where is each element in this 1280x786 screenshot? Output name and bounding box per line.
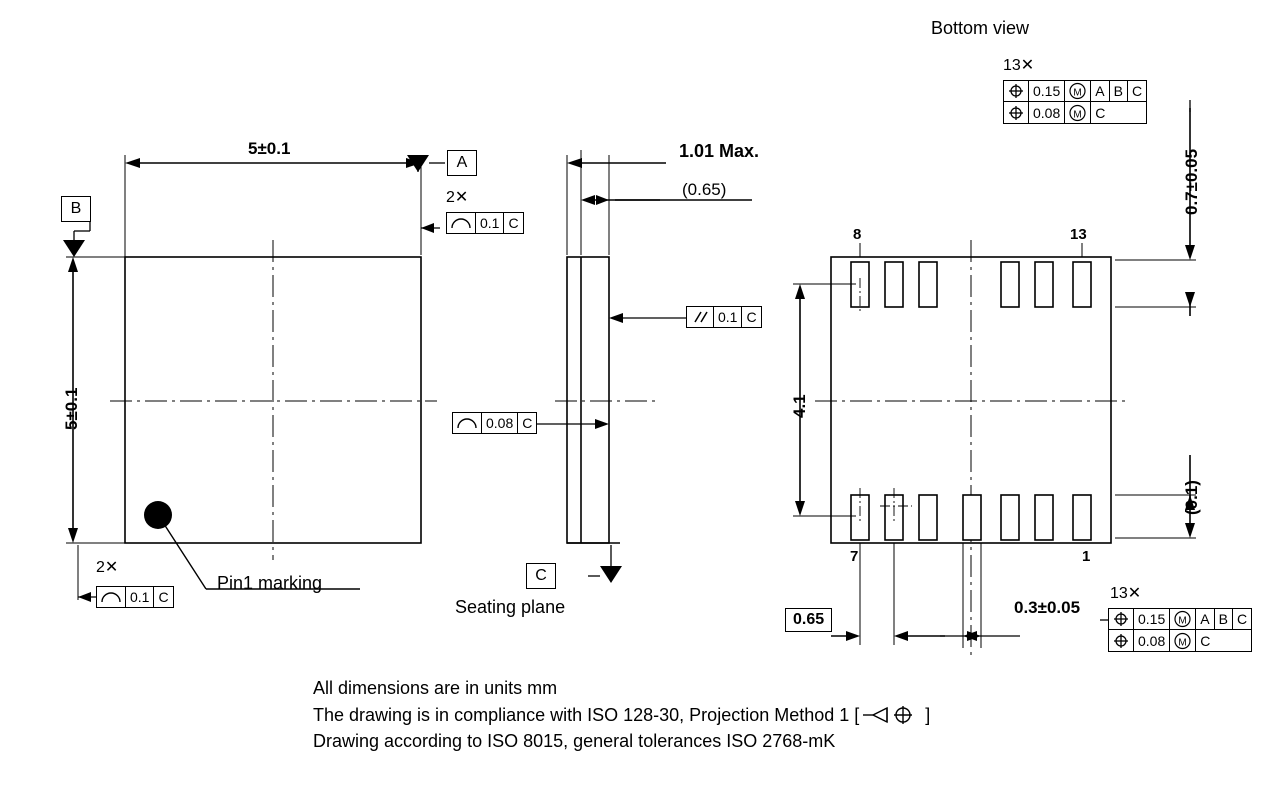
side-view-thickness-ref: (0.65) <box>682 180 727 199</box>
bottom-view-top-multiplier: 13✕ <box>1003 57 1035 74</box>
fcf-bottom-profile <box>96 586 174 608</box>
fcf-position-015-bottom-datum-b: B <box>1215 609 1233 629</box>
fcf-top-profile-datum-c: C <box>508 215 519 231</box>
note-line-3: Drawing according to ISO 8015, general tolerances ISO 2768-mK <box>313 731 836 751</box>
pin-label-7: 7 <box>850 548 859 565</box>
mmc-modifier-icon <box>1170 630 1196 651</box>
fcf-position-015-datum-a: A <box>1091 81 1109 101</box>
note-line-2-end: ] <box>925 704 931 725</box>
bottom-view-right-top-dim-wrap <box>1182 148 1248 235</box>
bottom-view-inner-height-wrap <box>790 394 814 438</box>
position-icon <box>1004 102 1029 123</box>
position-icon <box>1109 630 1134 651</box>
note-line-2: The drawing is in compliance with ISO 128-30, Projection Method 1 [ <box>313 704 860 725</box>
fcf-position-015-datum-c: C <box>1131 83 1143 99</box>
top-view-bottom-multiplier: 2✕ <box>96 559 119 576</box>
fcf-side-profile-datum-c: C <box>522 415 533 431</box>
fcf-position-015-datum-b: B <box>1110 81 1128 101</box>
mmc-modifier-icon <box>1065 81 1091 101</box>
svg-text:M: M <box>1178 637 1187 648</box>
top-view-height-dimension-wrap <box>62 387 104 450</box>
fcf-position-015-bottom-tolerance: 0.15 <box>1134 609 1170 629</box>
svg-text:M: M <box>1178 615 1187 627</box>
note-line-1: All dimensions are in units mm <box>313 678 558 698</box>
fcf-bottom-profile-datum-c: C <box>158 589 169 605</box>
fcf-side-profile-tolerance: 0.08 <box>482 413 518 433</box>
profile-surface-icon <box>97 587 126 607</box>
datum-b-label: B <box>61 196 91 222</box>
mmc-modifier-icon <box>1065 102 1091 123</box>
fcf-parallelism-datum-c: C <box>746 309 757 325</box>
profile-surface-icon <box>447 213 476 233</box>
position-icon <box>1004 81 1029 101</box>
bottom-view-inner-height-dimension: 4.1 <box>790 394 809 418</box>
fcf-position-008-c <box>1003 102 1147 124</box>
pin-label-1: 1 <box>1082 548 1091 565</box>
fcf-side-profile <box>452 412 537 434</box>
fcf-position-015-bottom-datum-a: A <box>1196 609 1214 629</box>
bottom-view-title: Bottom view <box>931 18 1030 38</box>
fcf-position-015-abc <box>1003 80 1147 102</box>
parallelism-icon <box>687 307 714 327</box>
side-view-height-max: 1.01 Max. <box>679 141 760 161</box>
fcf-position-008-datum-c: C <box>1095 104 1106 121</box>
datum-a-label: A <box>447 150 477 176</box>
pin-label-8: 8 <box>853 226 862 243</box>
fcf-bottom-view-top-block <box>1003 80 1147 124</box>
fcf-position-008-bottom-datum-c: C <box>1200 632 1211 649</box>
position-icon <box>1109 609 1134 629</box>
fcf-bottom-view-bottom-block <box>1108 608 1252 652</box>
bottom-view-right-top-dimension: 0.7±0.05 <box>1182 148 1201 215</box>
mmc-modifier-icon <box>1170 609 1196 629</box>
fcf-top-profile-tolerance: 0.1 <box>476 213 504 233</box>
fcf-position-015-bottom-datum-c: C <box>1236 611 1248 627</box>
fcf-parallelism-tolerance: 0.1 <box>714 307 742 327</box>
fcf-position-008-c-bottom <box>1108 630 1252 652</box>
pad-width-dimension: 0.3±0.05 <box>1014 598 1081 617</box>
projection-method-1-icon <box>861 704 923 726</box>
pitch-dimension-box: 0.65 <box>785 608 832 632</box>
datum-c-label: C <box>526 563 556 589</box>
notes-block <box>313 678 930 752</box>
pin1-marking-label: Pin1 marking <box>217 573 323 593</box>
svg-text:M: M <box>1073 109 1082 120</box>
fcf-position-008-tolerance: 0.08 <box>1029 102 1065 123</box>
bottom-view-bottom-multiplier: 13✕ <box>1110 585 1142 602</box>
fcf-bottom-profile-tolerance: 0.1 <box>126 587 154 607</box>
fcf-position-015-abc-bottom <box>1108 608 1252 630</box>
bottom-view-right-bottom-dim-wrap <box>1182 480 1217 535</box>
svg-text:M: M <box>1073 87 1082 99</box>
fcf-parallelism <box>686 306 762 328</box>
seating-plane-label: Seating plane <box>455 597 566 617</box>
pin-label-13: 13 <box>1070 226 1087 243</box>
top-view-height-dimension: 5±0.1 <box>62 387 81 430</box>
fcf-position-015-tolerance: 0.15 <box>1029 81 1065 101</box>
profile-surface-icon <box>453 413 482 433</box>
fcf-top-profile <box>446 212 524 234</box>
top-view-width-dimension: 5±0.1 <box>248 139 291 158</box>
bottom-view-right-bottom-dimension: (0.1) <box>1182 480 1201 515</box>
fcf-position-008-bottom-tolerance: 0.08 <box>1134 630 1170 651</box>
top-view-top-multiplier: 2✕ <box>446 189 469 206</box>
